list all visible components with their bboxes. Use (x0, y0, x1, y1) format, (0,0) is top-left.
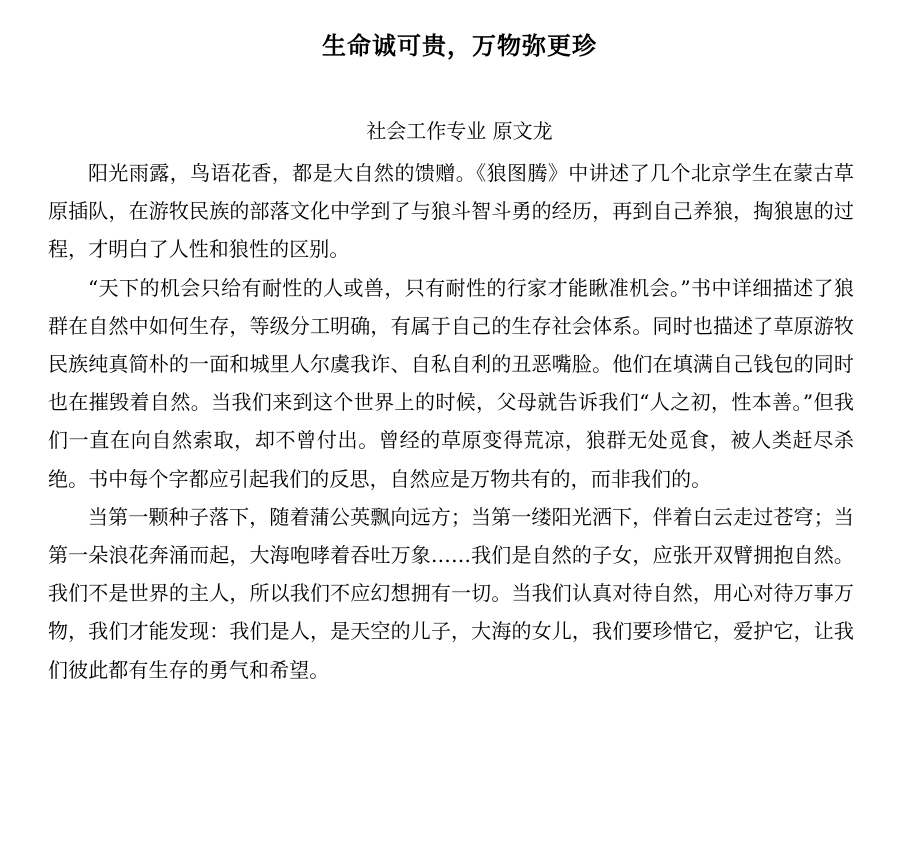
paragraph: “天下的机会只给有耐性的人或兽，只有耐性的行家才能瞅准机会。”书中详细描述了狼群在自然中如何生存，等级分工明确，有属于自己的生存社会体系。同时也描述了草原游牧民族纯真简朴的一面和城里人尔虞我诈、自私自利的丑恶嘴脸。他们在填满自己钱包的同时也在摧毁着自然。当我们来到这个世界上的时候，父母就告诉我们“人之初，性本善。”但我们一直在向自然索取，却不曾付出。曾经的草原变得荒凉，狼群无处觅食，被人类赶尽杀绝。书中每个字都应引起我们的反思，自然应是万物共有的，而非我们的。 (48, 275, 854, 491)
paragraph: 当第一颗种子落下，随着蒲公英飘向远方；当第一缕阳光洒下，伴着白云走过苍穹；当第一朵浪花奔涌而起，大海咆哮着吞吐万象……我们是自然的子女，应张开双臂拥抱自然。我们不是世界的主人，所以我们不应幻想拥有一切。当我们认真对待自然，用心对待万事万物，我们才能发现：我们是人，是天空的儿子，大海的女儿，我们要珍惜它，爱护它，让我们彼此都有生存的勇气和希望。 (48, 504, 854, 682)
page-title: 生命诚可贵，万物弥更珍 (322, 31, 597, 60)
paragraph: 阳光雨露，鸟语花香，都是大自然的馈赠。《狼图腾》中讲述了几个北京学生在蒙古草原插队，在游牧民族的部落文化中学到了与狼斗智斗勇的经历，再到自己养狼，掏狼崽的过程，才明白了人性和狼性的区别。 (48, 161, 854, 262)
article-body (48, 154, 854, 689)
author-line: 社会工作专业 原文龙 (366, 119, 553, 143)
